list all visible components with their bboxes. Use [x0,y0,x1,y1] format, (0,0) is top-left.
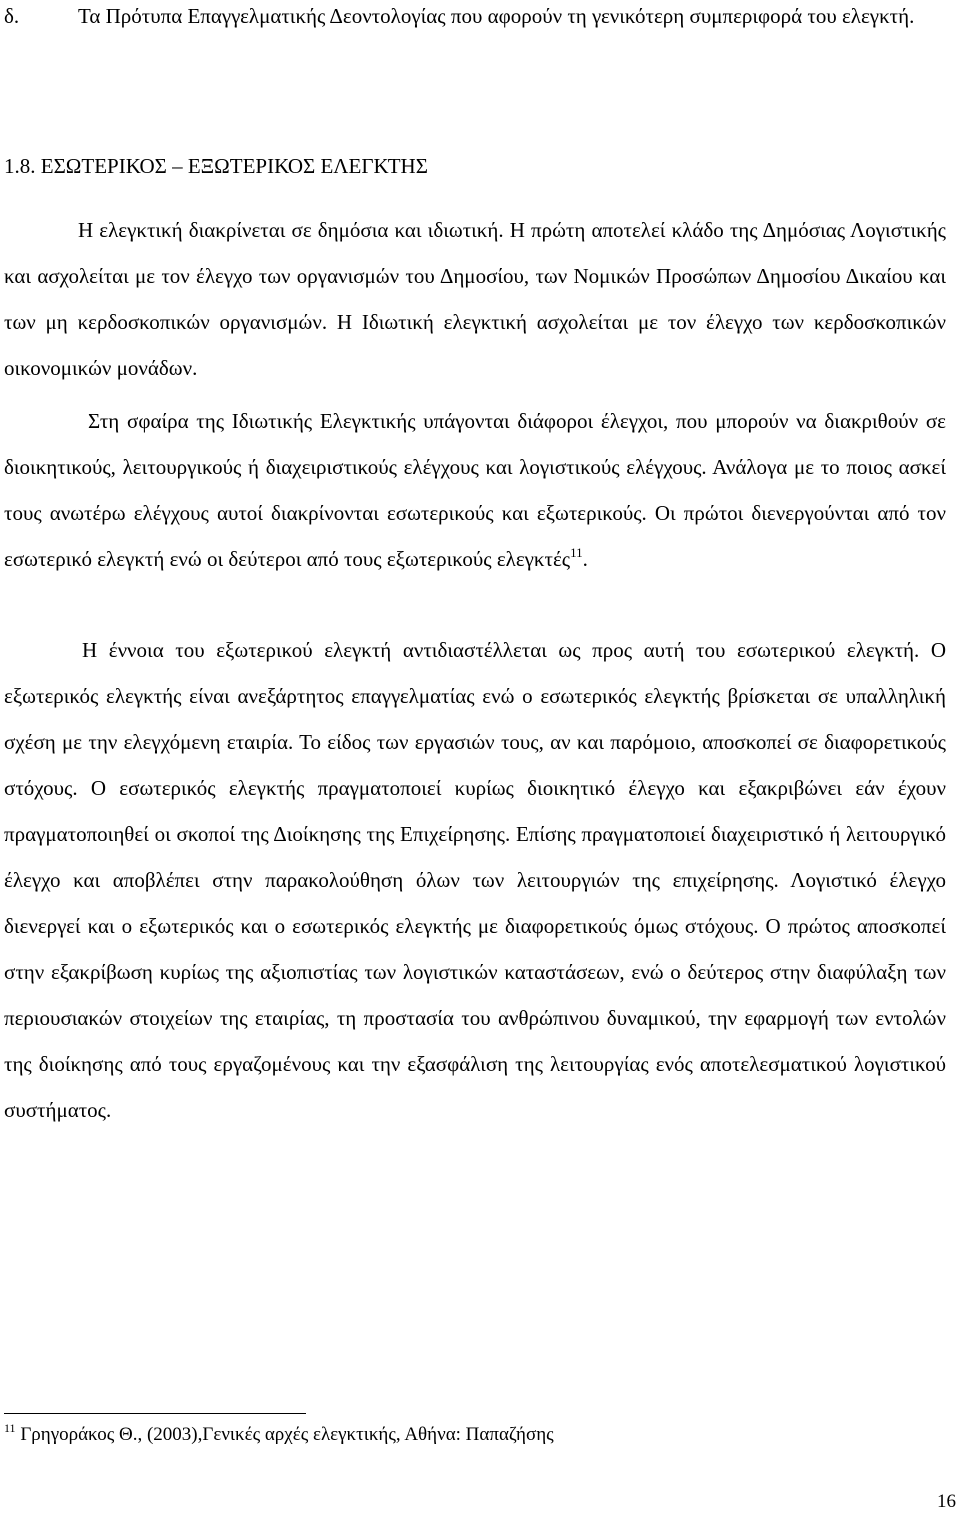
section-heading: 1.8. ΕΣΩΤΕΡΙΚΟΣ – ΕΞΩΤΕΡΙΚΟΣ ΕΛΕΓΚΤΗΣ [4,154,428,178]
footnote-number: 11 [4,1421,16,1435]
footnote-separator [4,1413,306,1414]
page-number: 16 [937,1491,956,1512]
paragraph-2 [4,398,946,582]
footnote-text: Γρηγοράκος Θ., (2003),Γενικές αρχές ελεγκτικής, Αθήνα: Παπαζήσης [15,1424,554,1445]
footnote [4,1423,554,1447]
paragraph-2-text: Στη σφαίρα της Ιδιωτικής Ελεγκτικής υπάγονται διάφοροι έλεγχοι, που μπορούν να διακριθούν σε διοικητικούς, λειτουργικούς ή διαχειριστικούς ελέγχους και λογιστικούς ελέγχους. Ανάλογα με το ποιος ασκεί τους ανωτέρω ελέγχους αυτοί διακρίνονται εσωτερικούς και εξωτερικούς. Οι πρώτοι διενεργούνται από τον εσωτερικό ελεγκτή ενώ οι δεύτεροι από τους εξωτερικούς ελεγκτές [4,409,946,571]
paragraph-1: Η ελεγκτική διακρίνεται σε δημόσια και ιδιωτική. Η πρώτη αποτελεί κλάδο της Δημόσιας Λογιστικής και ασχολείται με τον έλεγχο των οργανισμών του Δημοσίου, των Νομικών Προσώπων Δημοσίου Δικαίου και των μη κερδοσκοπικών οργανισμών. Η Ιδιωτική ελεγκτική ασχολείται με τον έλεγχο των κερδοσκοπικών οικονομικών μονάδων. [4,218,946,380]
list-item [4,0,946,39]
paragraph-3: Η έννοια του εξωτερικού ελεγκτή αντιδιαστέλλεται ως προς αυτή του εσωτερικού ελεγκτή. Ο εξωτερικός ελεγκτής είναι ανεξάρτητος επαγγελματίας ενώ ο εσωτερικός ελεγκτής βρίσκεται σε υπαλληλική σχέση με την ελεγχόμενη εταιρία. Το είδος των εργασιών τους, αν και παρόμοιο, αποσκοπεί σε διαφορετικούς στόχους. Ο εσωτερικός ελεγκτής πραγματοποιεί κυρίως διοικητικό έλεγχο και εξακριβώνει εάν έχουν πραγματοποιηθεί οι σκοποί της Διοίκησης της Επιχείρησης. Επίσης πραγματοποιεί διαχειριστικό ή λειτουργικό έλεγχο και αποβλέπει στην παρακολούθηση όλων των λειτουργιών της επιχείρησης. Λογιστικό έλεγχο διενεργεί και ο εξωτερικός και ο εσωτερικός ελεγκτής με διαφορετικούς όμως στόχους. Ο πρώτος αποσκοπεί στην εξακρίβωση κυρίως της αξιοπιστίας των λογιστικών καταστάσεων, ενώ ο δεύτερος στην διαφύλαξη των περιουσιακών στοιχείων της εταιρίας, τη προστασία του ανθρώπινου δυναμικού, την εφαρμογή των εντολών της διοίκησης από τους εργαζομένους και την εξασφάλιση της λειτουργίας ενός αποτελεσματικού λογιστικού συστήματος. [4,638,946,1122]
list-item-text: Τα Πρότυπα Επαγγελματικής Δεοντολογίας που αφορούν τη γενικότερη συμπεριφορά του ελεγκτή. [78,4,915,28]
footnote-reference: 11 [570,545,583,560]
list-item-label: δ. [4,4,20,28]
paragraph-2-end: . [582,547,588,571]
